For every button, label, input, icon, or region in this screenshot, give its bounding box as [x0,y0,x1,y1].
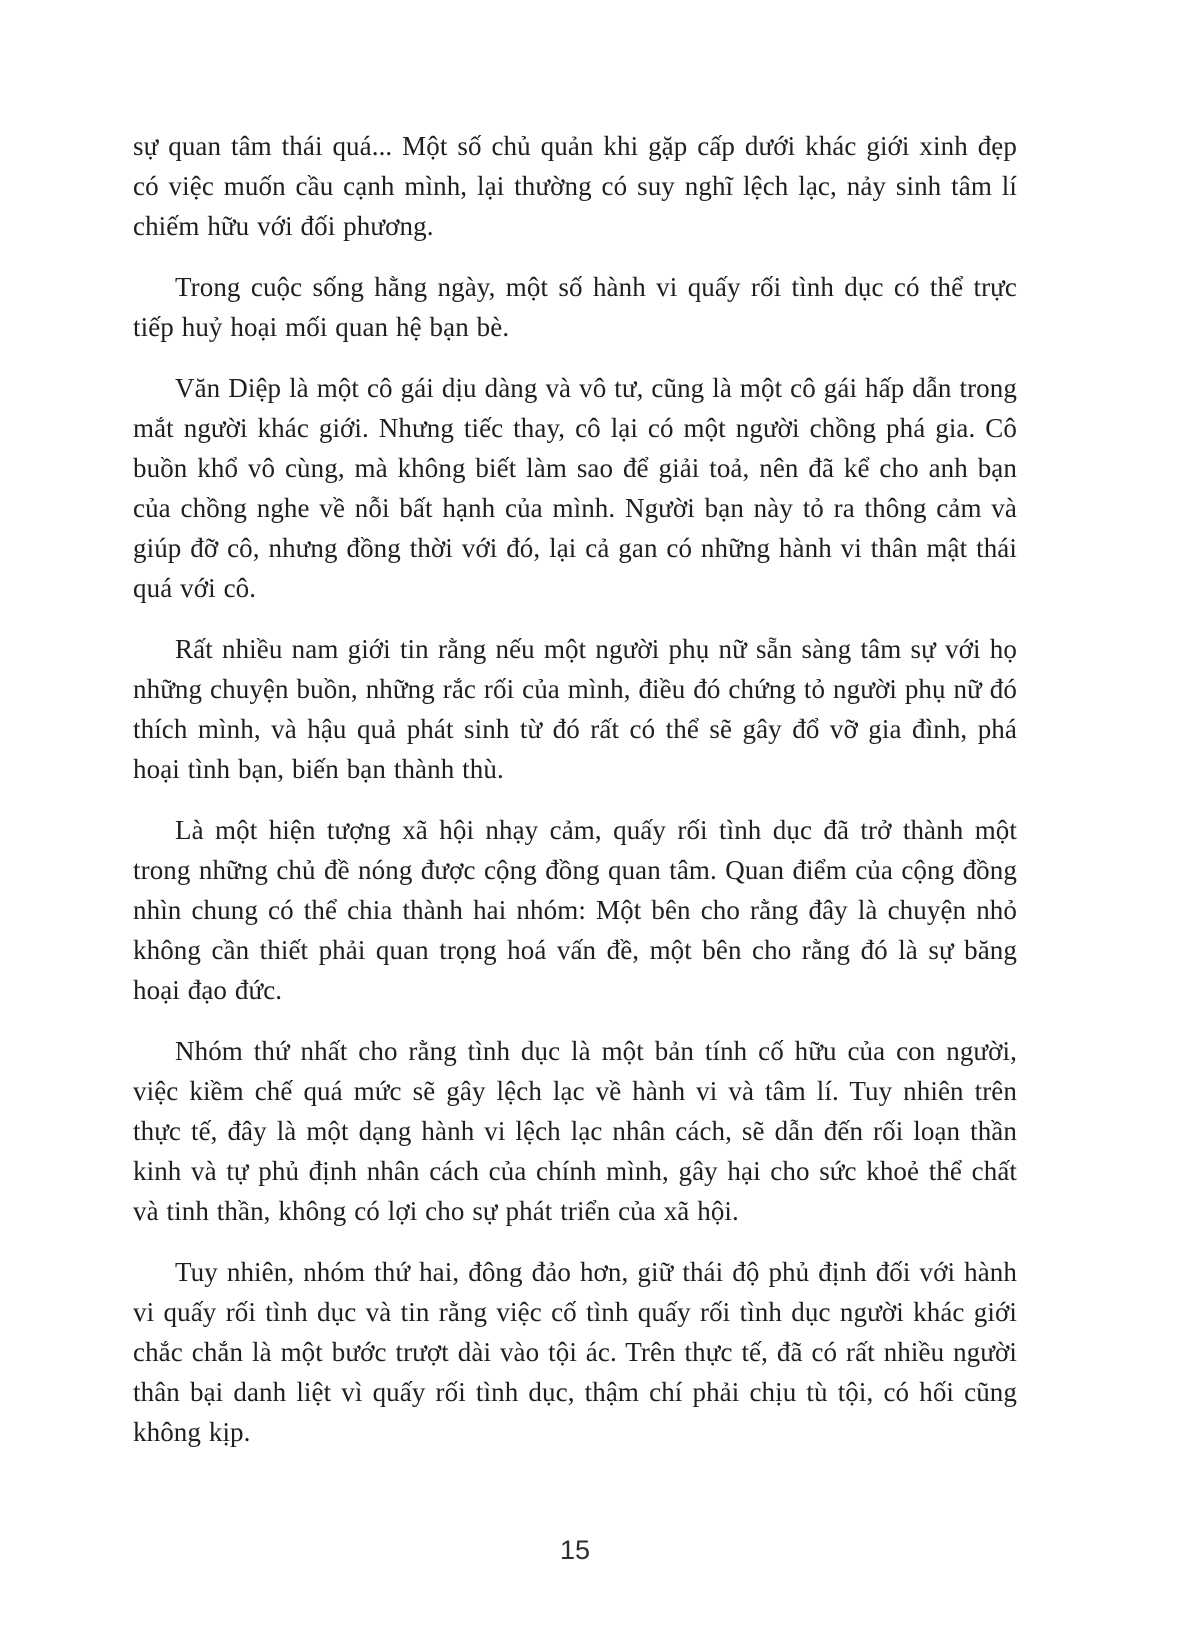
body-paragraph: Trong cuộc sống hằng ngày, một số hành vi quấy rối tình dục có thể trực tiếp huỷ hoại mối quan hệ bạn bè. [133,272,1017,342]
body-paragraph: sự quan tâm thái quá... Một số chủ quản khi gặp cấp dưới khác giới xinh đẹp có việc muốn cầu cạnh mình, lại thường có suy nghĩ lệch lạc, nảy sinh tâm lí chiếm hữu với đối phương. [133,131,1017,241]
body-paragraph: Tuy nhiên, nhóm thứ hai, đông đảo hơn, giữ thái độ phủ định đối với hành vi quấy rối tình dục và tin rằng việc cố tình quấy rối tình dục người khác giới chắc chắn là một bước trượt dài vào tội ác. Trên thực tế, đã có rất nhiều người thân bại danh liệt vì quấy rối tình dục, thậm chí phải chịu tù tội, có hối cũng không kịp. [133,1257,1017,1447]
body-paragraph: Nhóm thứ nhất cho rằng tình dục là một bản tính cố hữu của con người, việc kiềm chế quá mức sẽ gây lệch lạc về hành vi và tâm lí. Tuy nhiên trên thực tế, đây là một dạng hành vi lệch lạc nhân cách, sẽ dẫn đến rối loạn thần kinh và tự phủ định nhân cách của chính mình, gây hại cho sức khoẻ thể chất và tinh thần, không có lợi cho sự phát triển của xã hội. [133,1036,1017,1226]
body-paragraph: Rất nhiều nam giới tin rằng nếu một người phụ nữ sẵn sàng tâm sự với họ những chuyện buồn, những rắc rối của mình, điều đó chứng tỏ người phụ nữ đó thích mình, và hậu quả phát sinh từ đó rất có thể sẽ gây đổ vỡ gia đình, phá hoại tình bạn, biến bạn thành thù. [133,634,1017,784]
page-number: 15 [559,1535,591,1565]
body-paragraph: Văn Diệp là một cô gái dịu dàng và vô tư, cũng là một cô gái hấp dẫn trong mắt người khác giới. Nhưng tiếc thay, cô lại có một người chồng phá gia. Cô buồn khổ vô cùng, mà không biết làm sao để giải toả, nên đã kể cho anh bạn của chồng nghe về nỗi bất hạnh của mình. Người bạn này tỏ ra thông cảm và giúp đỡ cô, nhưng đồng thời với đó, lại cả gan có những hành vi thân mật thái quá với cô. [133,373,1017,603]
body-text [133,126,1017,1473]
body-paragraph: Là một hiện tượng xã hội nhạy cảm, quấy rối tình dục đã trở thành một trong những chủ đề nóng được cộng đồng quan tâm. Quan điểm của cộng đồng nhìn chung có thể chia thành hai nhóm: Một bên cho rằng đây là chuyện nhỏ không cần thiết phải quan trọng hoá vấn đề, một bên cho rằng đó là sự băng hoại đạo đức. [133,815,1017,1005]
